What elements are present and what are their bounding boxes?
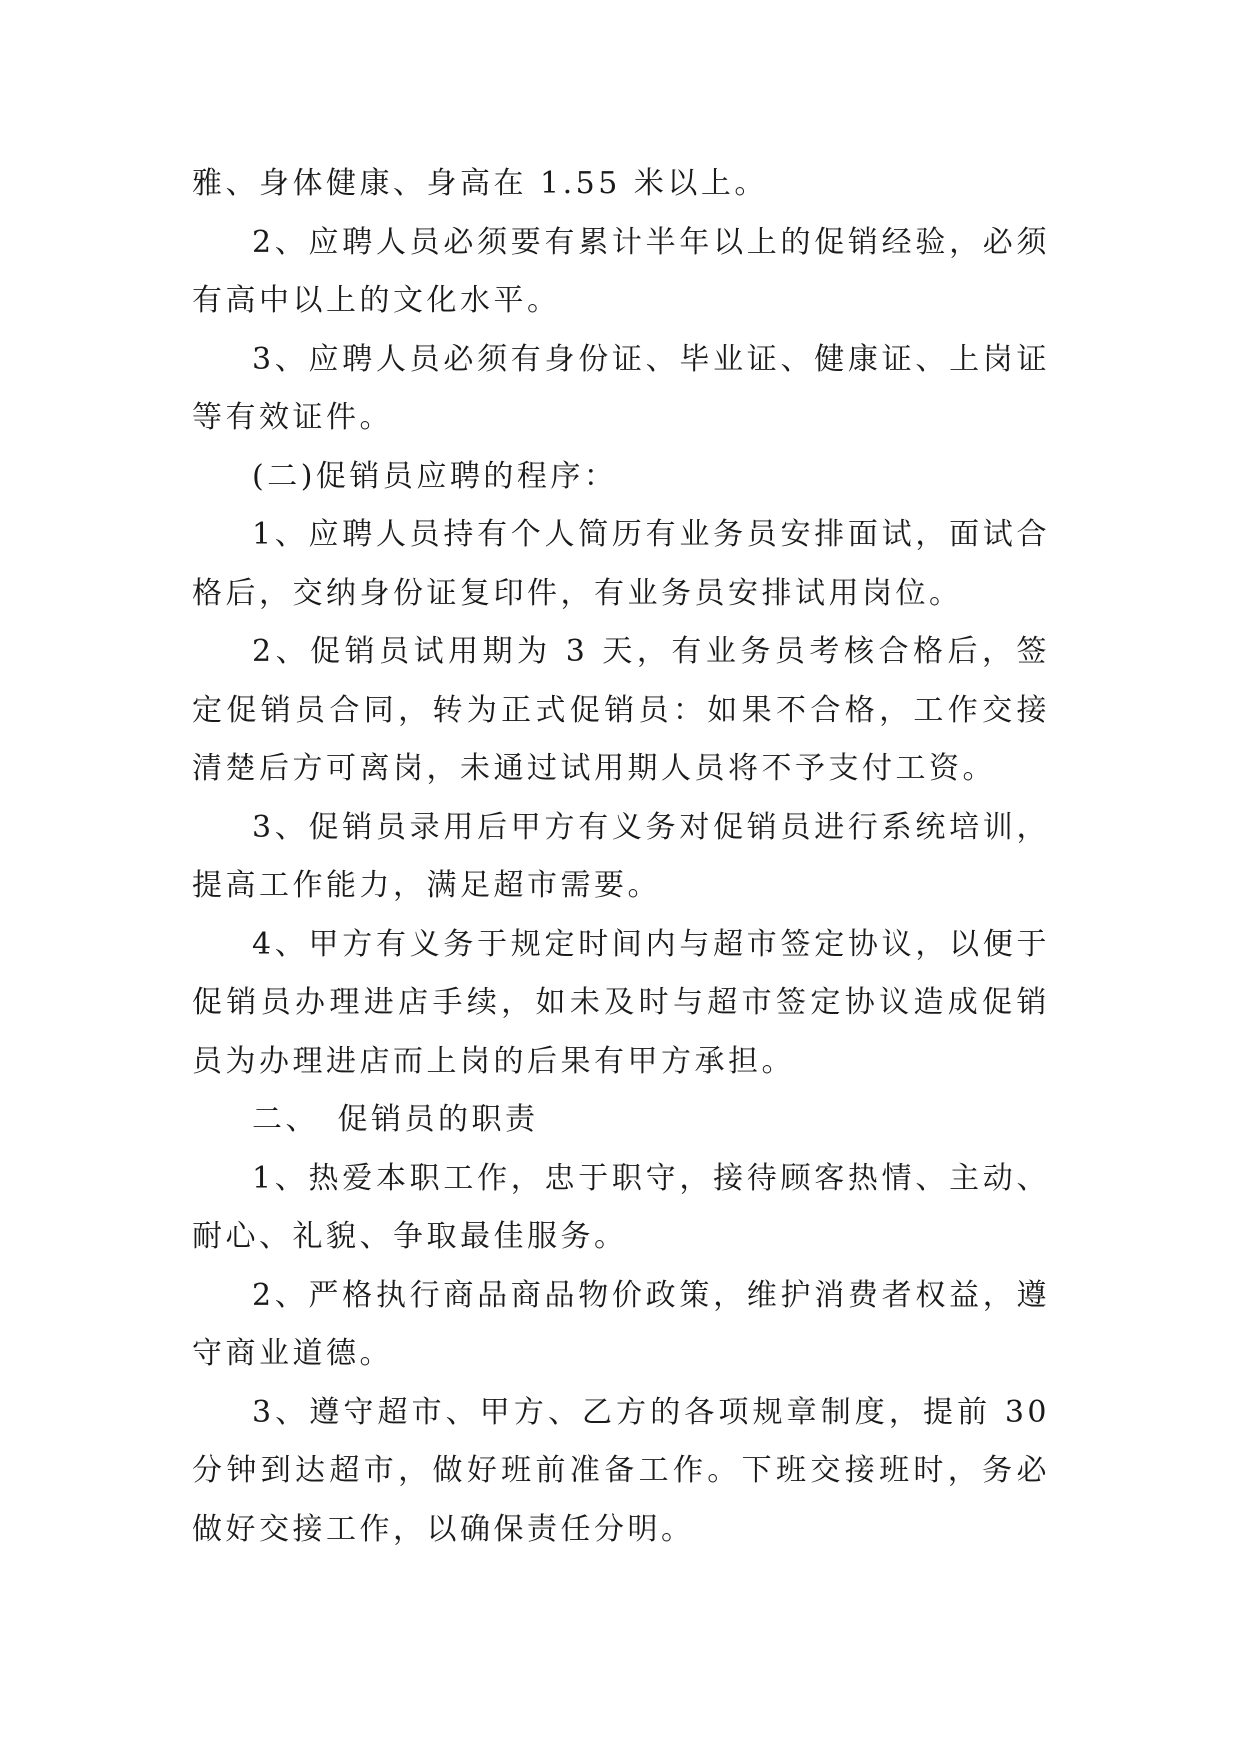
document-body (192, 155, 1050, 1559)
section-heading-duties: 二、 促销员的职责 (252, 1102, 539, 1137)
paragraph-6: 2、促销员试用期为 3 天，有业务员考核合格后，签定促销员合同，转为正式促销员：如果不合格，工作交接清楚后方可离岗，未通过试用期人员将不予支付工资。 (192, 634, 1050, 786)
paragraph-1: 雅、身体健康、身高在 1.55 米以上。 (192, 166, 768, 201)
paragraph-8: 4、甲方有义务于规定时间内与超市签定协议，以便于促销员办理进店手续，如未及时与超市签定协议造成促销员为办理进店而上岗的后果有甲方承担。 (192, 926, 1050, 1079)
paragraph-3: 3、应聘人员必须有身份证、毕业证、健康证、上岗证等有效证件。 (192, 341, 1050, 435)
paragraph-2: 2、应聘人员必须要有累计半年以上的促销经验，必须有高中以上的文化水平。 (192, 224, 1050, 318)
paragraph-11: 2、严格执行商品商品物价政策，维护消费者权益，遵守商业道德。 (192, 1277, 1050, 1371)
section-heading-procedure: (二)促销员应聘的程序： (252, 458, 618, 494)
paragraph-7: 3、促销员录用后甲方有义务对促销员进行系统培训，提高工作能力，满足超市需要。 (192, 809, 1050, 903)
paragraph-5: 1、应聘人员持有个人简历有业务员安排面试，面试合格后，交纳身份证复印件，有业务员安排试用岗位。 (192, 517, 1050, 611)
paragraph-10: 1、热爱本职工作，忠于职守，接待顾客热情、主动、耐心、礼貌、争取最佳服务。 (192, 1160, 1050, 1254)
paragraph-12: 3、遵守超市、甲方、乙方的各项规章制度，提前 30 分钟到达超市，做好班前准备工作。下班交接班时，务必做好交接工作，以确保责任分明。 (192, 1394, 1050, 1547)
